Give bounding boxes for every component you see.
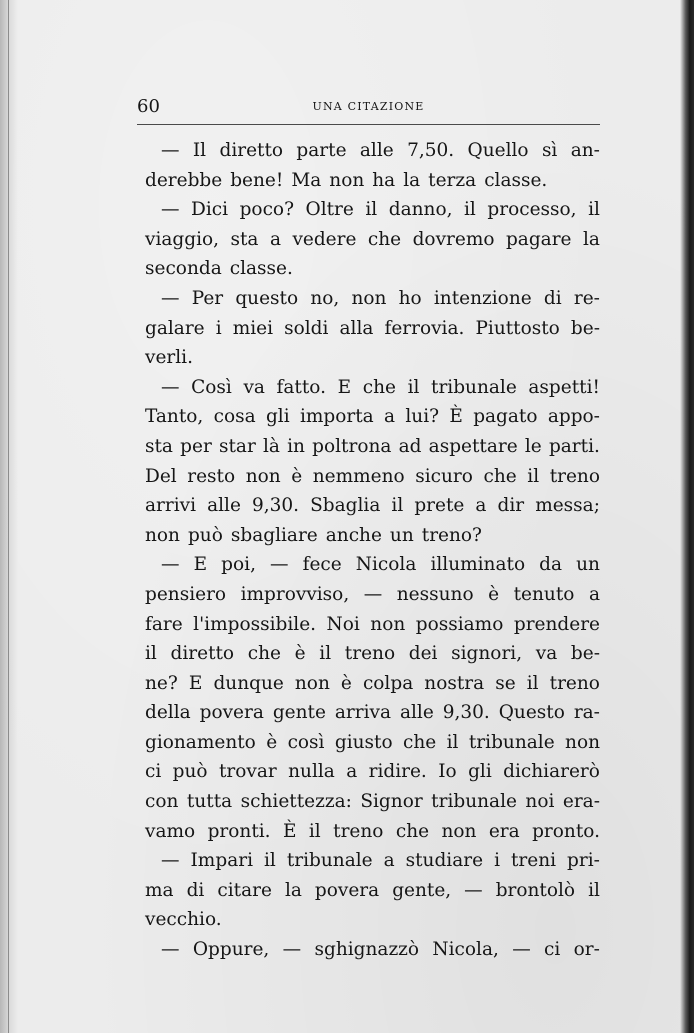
page-number: 60: [137, 96, 160, 117]
page-header: [137, 97, 600, 117]
text-line: gionamento è così giusto che il tribunale non: [145, 731, 600, 753]
text-line: arrivi alle 9,30. Sbaglia il prete a dir messa;: [145, 495, 600, 517]
text-line: sta per star là in poltrona ad aspettare le parti.: [145, 435, 600, 457]
text-line: — E poi, — fece Nicola illuminato da un: [161, 554, 600, 576]
text-line: fare l'impossibile. Noi non possiamo prendere: [145, 613, 600, 635]
text-line: — Dici poco? Oltre il danno, il processo, il: [161, 199, 600, 221]
running-title: UNA CITAZIONE: [312, 100, 425, 113]
text-line: Del resto non è nemmeno sicuro che il treno: [145, 465, 600, 487]
text-line: — Per questo no, non ho intenzione di re-: [161, 287, 600, 309]
text-line: ma di citare la povera gente, — brontolò il: [145, 879, 600, 901]
body-text: [145, 136, 600, 965]
text-line: con tutta schiettezza: Signor tribunale noi era-: [145, 791, 600, 813]
text-line: vamo pronti. È il treno che non era pronto.: [145, 820, 600, 842]
text-line: il diretto che è il treno dei signori, va be-: [145, 643, 600, 665]
text-line: pensiero improvviso, — nessuno è tenuto a: [145, 583, 600, 605]
text-line: ne? E dunque non è colpa nostra se il treno: [145, 672, 600, 694]
text-line: derebbe bene! Ma non ha la terza classe.: [145, 169, 548, 191]
text-line: vecchio.: [145, 909, 222, 931]
text-line: verli.: [145, 347, 193, 369]
text-line: — Il diretto parte alle 7,50. Quello sì an-: [161, 140, 600, 161]
text-line: non può sbagliare anche un treno?: [145, 524, 482, 546]
page-edge-line: [8, 0, 9, 1033]
text-line: viaggio, sta a vedere che dovremo pagare la: [145, 228, 600, 250]
text-line: — Così va fatto. E che il tribunale aspetti!: [161, 376, 600, 398]
text-line: — Oppure, — sghignazzò Nicola, — ci or-: [161, 939, 600, 961]
text-line: seconda classe.: [145, 258, 293, 280]
text-line: galare i miei soldi alla ferrovia. Piuttosto be-: [145, 317, 600, 339]
text-line: della povera gente arriva alle 9,30. Questo ra-: [145, 702, 600, 724]
text-line: ci può trovar nulla a ridire. Io gli dichiarerò: [145, 761, 600, 783]
header-rule: [137, 124, 600, 125]
scan-right-edge: [680, 0, 694, 1033]
text-line: Tanto, cosa gli importa a lui? È pagato appo-: [145, 406, 600, 428]
gutter-shadow: [0, 0, 18, 1033]
text-line: — Impari il tribunale a studiare i treni pri-: [161, 850, 600, 872]
